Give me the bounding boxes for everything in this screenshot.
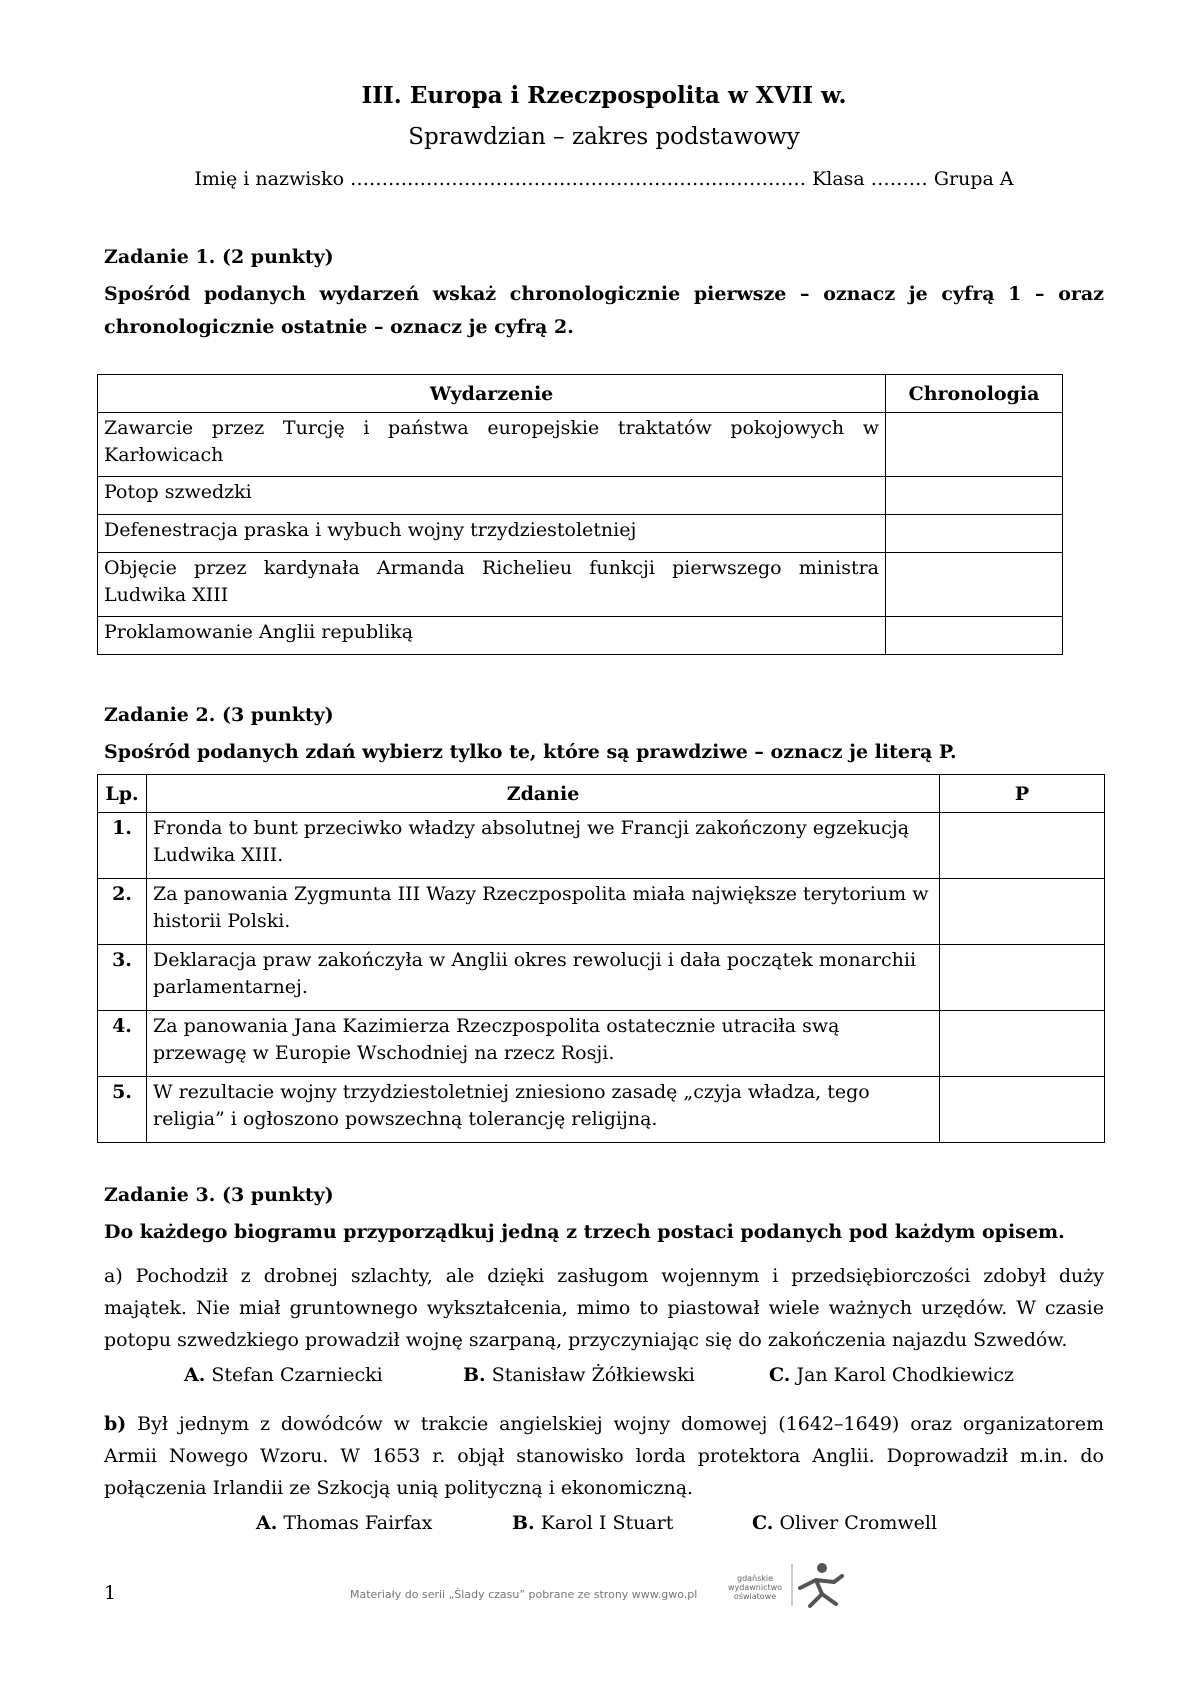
task2-row-number: 2. [98, 879, 147, 945]
task2-answer-cell[interactable] [940, 813, 1105, 879]
task3-options-b [256, 1512, 937, 1534]
task2-sentence: Deklaracja praw zakończyła w Anglii okres rewolucji i dała początek monarchii parlamentarnej. [147, 945, 940, 1011]
task2-answer-cell[interactable] [940, 1077, 1105, 1143]
task2-answer-cell[interactable] [940, 1011, 1105, 1077]
task2-heading: Zadanie 2. (3 punkty) [104, 704, 334, 726]
task1-event: Potop szwedzki [98, 477, 886, 515]
option-a: A. Thomas Fairfax [256, 1512, 433, 1534]
task2-answer-cell[interactable] [940, 879, 1105, 945]
task2-answer-cell[interactable] [940, 945, 1105, 1011]
page-number: 1 [104, 1582, 117, 1604]
task2-sentence: Za panowania Jana Kazimierza Rzeczpospolita ostatecznie utraciła swą przewagę w Europie Wschodniej na rzecz Rosji. [147, 1011, 940, 1077]
task3-biogram-a: a) Pochodził z drobnej szlachty, ale dzięki zasługom wojennym i przedsiębiorczości zdobył duży majątek. Nie miał gruntownego wykształcenia, mimo to piastował wiele ważnych urzędów. W czasie potopu szwedzkiego prowadził wojnę szarpaną, przyczyniając się do zakończenia najazdu Szwedów. [104, 1265, 1104, 1351]
task3-biogram-b: b) Był jednym z dowódców w trakcie angielskiej wojny domowej (1642–1649) oraz organizatorem Armii Nowego Wzoru. W 1653 r. objął stanowisko lorda protektora Anglii. Doprowadził m.in. do połączenia Irlandii ze Szkocją unią polityczną i ekonomiczną. [104, 1413, 1104, 1499]
option-a: A. Stefan Czarniecki [184, 1364, 383, 1386]
page-subtitle: Sprawdzian – zakres podstawowy [408, 124, 800, 150]
task1-answer-cell[interactable] [886, 477, 1063, 515]
task1-col-event: Wydarzenie [98, 375, 886, 413]
option-b: B. Karol I Stuart [512, 1512, 674, 1534]
task1-answer-cell[interactable] [886, 617, 1063, 655]
task2-row-number: 5. [98, 1077, 147, 1143]
option-b: B. Stanisław Żółkiewski [463, 1364, 695, 1386]
task2-instruction: Spośród podanych zdań wybierz tylko te, które są prawdziwe – oznacz je literą P. [104, 741, 957, 763]
task1-answer-cell[interactable] [886, 515, 1063, 553]
option-c: C. Jan Karol Chodkiewicz [769, 1364, 1015, 1386]
task1-table [97, 374, 1063, 655]
task2-sentence: W rezultacie wojny trzydziestoletniej zniesiono zasadę „czyja władza, tego religia” i ogłoszono powszechną tolerancję religijną. [147, 1077, 940, 1143]
publisher-logo-text: gdańskie wydawnictwo oświatowe [728, 1574, 783, 1601]
task2-sentence: Za panowania Zygmunta III Wazy Rzeczpospolita miała największe terytorium w historii Polski. [147, 879, 940, 945]
task1-answer-cell[interactable] [886, 413, 1063, 477]
footer-note: Materiały do serii „Ślady czasu” pobrane ze strony www.gwo.pl [350, 1588, 698, 1601]
task1-col-chronology: Chronologia [886, 375, 1063, 413]
task2-row-number: 4. [98, 1011, 147, 1077]
task1-instruction: Spośród podanych wydarzeń wskaż chronologicznie pierwsze – oznacz je cyfrą 1 – oraz chronologicznie ostatnie – oznacz je cyfrą 2. [104, 283, 1104, 338]
task3-options-a [184, 1364, 1014, 1386]
task2-sentence: Fronda to bunt przeciwko władzy absolutnej we Francji zakończony egzekucją Ludwika XIII. [147, 813, 940, 879]
task2-col-lp: Lp. [98, 775, 147, 813]
task3-instruction: Do każdego biogramu przyporządkuj jedną z trzech postaci podanych pod każdym opisem. [104, 1221, 1065, 1243]
task1-event: Zawarcie przez Turcję i państwa europejskie traktatów pokojowych w Karłowicach [98, 413, 886, 477]
task2-row-number: 3. [98, 945, 147, 1011]
task2-col-sentence: Zdanie [147, 775, 940, 813]
task1-event: Defenestracja praska i wybuch wojny trzydziestoletniej [98, 515, 886, 553]
task1-event: Objęcie przez kardynała Armanda Richelieu funkcji pierwszego ministra Ludwika XIII [98, 553, 886, 617]
task2-col-p: P [940, 775, 1105, 813]
task2-row-number: 1. [98, 813, 147, 879]
task1-heading: Zadanie 1. (2 punkty) [104, 246, 334, 268]
publisher-logo-icon [790, 1560, 846, 1610]
page-title: III. Europa i Rzeczpospolita w XVII w. [361, 82, 847, 109]
student-name-line: Imię i nazwisko ……………………………………………………………… Klasa ……… Grupa A [194, 168, 1014, 190]
task1-answer-cell[interactable] [886, 553, 1063, 617]
task3-heading: Zadanie 3. (3 punkty) [104, 1184, 334, 1206]
task2-table [97, 774, 1105, 1143]
option-c: C. Oliver Cromwell [752, 1512, 938, 1534]
task1-event: Proklamowanie Anglii republiką [98, 617, 886, 655]
